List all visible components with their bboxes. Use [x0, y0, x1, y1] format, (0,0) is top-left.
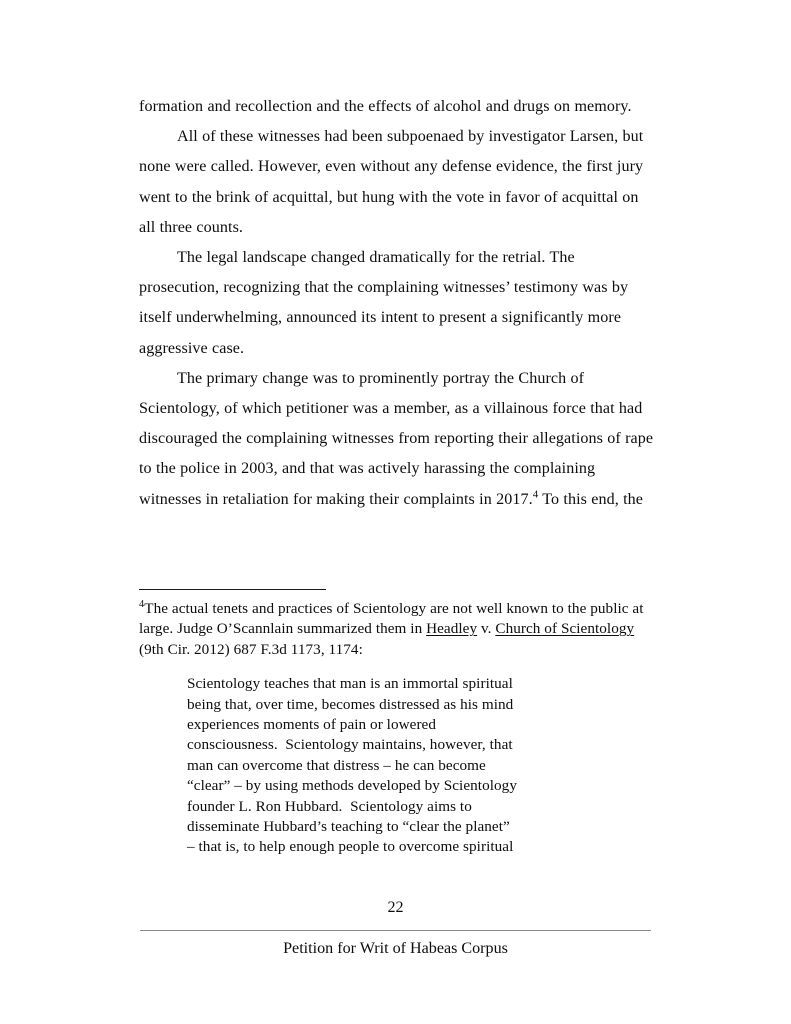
case-citation-headley: Headley [426, 620, 478, 638]
paragraph-primary-change-text-after: To this end, the [538, 490, 644, 508]
blockquote-line: experiences moments of pain or lowered [187, 716, 437, 734]
paragraph-primary-change [139, 364, 654, 515]
blockquote-line: man can overcome that distress – he can become [187, 756, 486, 774]
blockquote-line: – that is, to help enough people to overcome spiritual [187, 838, 514, 856]
footnote-reference-marker[interactable]: 4 [532, 488, 539, 501]
blockquote-line: Scientology teaches that man is an immortal spiritual [187, 675, 513, 693]
blockquote-line: disseminate Hubbard’s teaching to “clear the planet” [187, 818, 510, 836]
footnote-number-marker: 4 [139, 598, 145, 610]
paragraph-continued: formation and recollection and the effects of alcohol and drugs on memory. [139, 98, 632, 115]
footer-separator-rule [140, 930, 651, 931]
footer-document-title: Petition for Writ of Habeas Corpus [283, 940, 508, 957]
blockquote-line: being that, over time, becomes distressed as his mind [187, 695, 514, 713]
footnote-intro-part-1: The actual tenets and practices of Scientology are not well known to the public at large. Judge O’Scannlain summarized them in [139, 600, 644, 638]
paragraph-primary-change-text-before: The primary change was to prominently portray the Church of Scientology, of which petitioner was a member, as a villainous force that had discouraged the complaining witnesses from reporting their allegations of rape to the police in 2003, and that was actively harassing the complaining witnesses in retaliation for making their complaints in 2017. [139, 369, 654, 508]
paragraph-legal-landscape: The legal landscape changed dramatically for the retrial. The prosecution, recognizing that the complaining witnesses’ testimony was by itself underwhelming, announced its intent to present a significantly more aggressive case. [139, 249, 629, 357]
footnote-block [139, 589, 654, 858]
paragraph-witnesses-subpoenaed: All of these witnesses had been subpoenaed by investigator Larsen, but none were called. However, even without any defense evidence, the first jury went to the brink of acquittal, but hung with the vote in favor of acquittal on all three counts. [139, 128, 644, 236]
footnote-separator-rule [139, 589, 326, 590]
footnote-intro-part-2: (9th Cir. 2012) 687 F.3d 1173, 1174: [139, 640, 363, 658]
blockquote-line: founder L. Ron Hubbard. Scientology aims to [187, 797, 472, 815]
page-number: 22 [387, 899, 404, 916]
body-text-block [139, 92, 654, 515]
case-citation-church-of-scientology: Church of Scientology [495, 620, 635, 638]
footnote-body [139, 599, 654, 660]
blockquote-line: consciousness. Scientology maintains, however, that [187, 736, 513, 754]
citation-connector: v. [477, 620, 496, 638]
blockquote-line: “clear” – by using methods developed by Scientology [187, 777, 517, 795]
footnote-blockquote [139, 674, 654, 858]
